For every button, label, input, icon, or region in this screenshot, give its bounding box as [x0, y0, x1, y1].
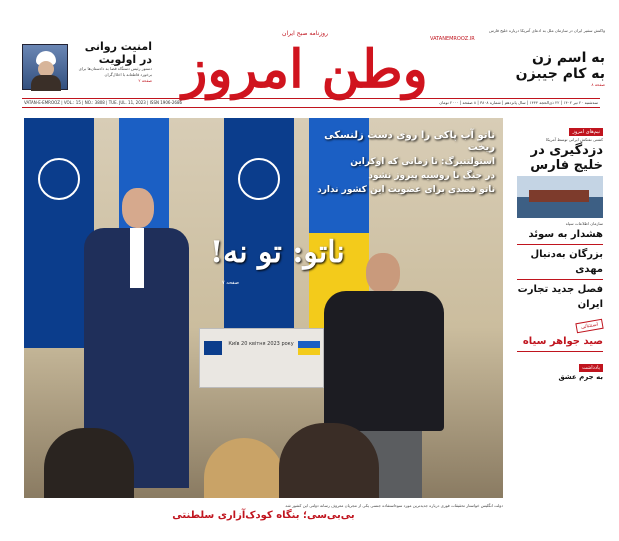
main-page-ref: صفحه ۷	[222, 280, 239, 286]
right-item3-title: بزرگان به‌دنبال مهدی	[530, 249, 603, 275]
top-left-title-1: امنیت روانی	[84, 40, 152, 53]
right-item2-pre: سازمان اطلاعات سپاه	[565, 221, 603, 226]
right-item1-pre: کشتی نفتکش ایرانی توسط آمریکا	[545, 137, 603, 142]
audience	[24, 418, 503, 498]
top-right-page-ref: صفحه ۸	[591, 82, 605, 87]
masthead-info-bar	[22, 98, 600, 108]
bottom-lead: دولت انگلیس خواستار تحقیقات فوری درباره جدیدترین مورد سوءاستفاده جنسی یکی از مجریان معروف رسانه دولتی این کشور شد	[285, 503, 503, 508]
top-left-page-ref: صفحه ۲	[138, 78, 152, 83]
bottom-story	[24, 503, 503, 522]
subheadline-2: استولتنبرگ: تا زمانی که اوکراین	[350, 157, 495, 167]
top-right-block	[465, 28, 605, 88]
masthead-subtitle: روزنامه صبح ایران	[282, 30, 328, 37]
subheadline-4: ناتو قصدی برای عضویت این کشور ندارد	[317, 185, 495, 195]
photo-subheadlines	[300, 130, 495, 198]
top-right-intro: واکنش سفیر ایران در سازمان ملل به ادعای آمریکا درباره خلیج فارس	[488, 28, 605, 33]
issn-line: VATAN-E-EMROOZ | VOL.: 15 | NO.: 3808 | TUE. JUL. 11, 2023 | ISSN 1906-2686	[24, 100, 183, 105]
right-item2-title: هشدار به سوئد	[528, 229, 603, 240]
main-headline: ناتو: تو نه!	[210, 235, 345, 270]
subheadline-1: ناتو آب پاکی را روی دست زلنسکی ریخت	[324, 130, 495, 153]
right-item1-title: دزدگیری در خلیج فارس	[530, 143, 603, 173]
masthead-url[interactable]: VATANEMROOZ.IR	[430, 36, 475, 42]
bottom-headline: بی‌بی‌سی؛ بنگاه کودک‌آزاری سلطنتی	[172, 510, 355, 521]
note-title: به جرم عشق	[558, 373, 603, 381]
top-right-title-1: به اسم زن	[531, 50, 605, 66]
cleric-portrait	[22, 44, 68, 90]
note-tag: یادداشت	[579, 364, 603, 372]
right-column	[517, 118, 603, 538]
top-right-title-2: به کام جیبزن	[515, 66, 605, 82]
nato-flag-center	[224, 118, 294, 348]
top-left-text: دستور رئیس دستگاه قضا به دادستان‌ها برای برخورد قاطعانه با اخلال‌گران	[78, 66, 152, 77]
top-left-block	[22, 40, 152, 95]
date-line: سه‌شنبه ۲۰ تیر ۱۴۰۲ | ۲۲ ذی‌الحجه ۱۴۴۴ | سال پانزدهم | شماره ۳۸۰۸ | ۸ صفحه | ۲۰۰۰ تومان	[439, 100, 598, 105]
podium	[199, 328, 324, 388]
top-left-title-2: در اولویت	[98, 53, 152, 66]
subheadline-3: در جنگ با روسیه پیروز نشود	[368, 171, 495, 181]
right-item5-title: صید جواهر سیاه	[522, 336, 603, 347]
right-item4-title: فصل جدید تجارت ایران	[517, 284, 603, 310]
stamp: استثنائی	[575, 319, 604, 334]
masthead-logo: وطن امروز	[182, 38, 428, 100]
tanker-photo	[517, 176, 603, 218]
podium-text: Київ 20 квітня 2023 року	[228, 341, 294, 347]
right-section-tag: نیم‌های امروز	[569, 128, 603, 136]
